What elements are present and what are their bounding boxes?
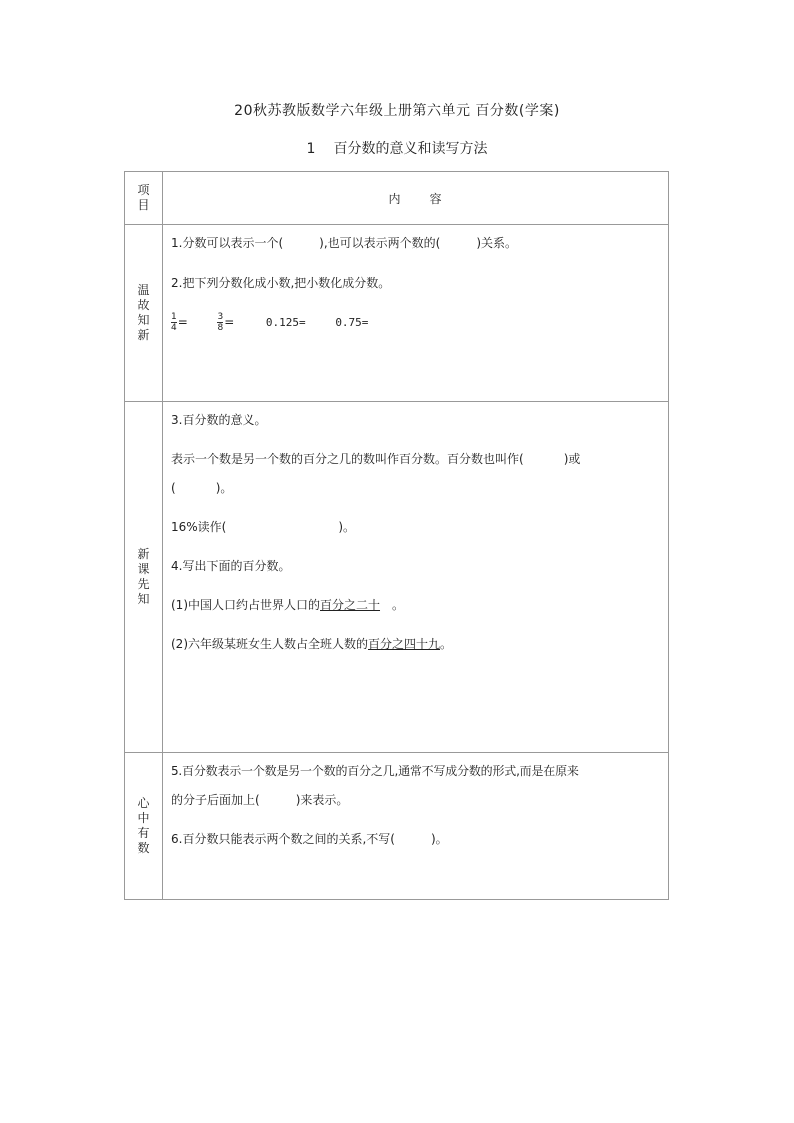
header-content-cell xyxy=(163,172,669,225)
document-title: 20秋苏教版数学六年级上册第六单元 百分数(学案) xyxy=(234,103,560,119)
fraction-numerator: 1 xyxy=(171,312,177,322)
section-preview-label-cell xyxy=(125,402,163,753)
item-1-end: 。 xyxy=(392,598,405,612)
header-content-char-1: 内 xyxy=(388,191,402,206)
percent-definition xyxy=(171,450,660,468)
equals-sign: = xyxy=(224,315,235,329)
question-6-end: )。 xyxy=(430,832,448,846)
section-review-row xyxy=(125,225,669,402)
fraction-denominator: 4 xyxy=(171,323,177,333)
worksheet-table xyxy=(124,171,669,900)
header-item-cell xyxy=(125,172,163,225)
question-3: 3.百分数的意义。 xyxy=(171,413,267,427)
question-5-cont-text: 的分子后面加上( xyxy=(171,793,260,807)
item-2-text: (2)六年级某班女生人数占全班人数的 xyxy=(171,637,368,651)
table-header-row xyxy=(125,172,669,225)
lesson-subtitle xyxy=(0,138,794,158)
definition-or: )或 xyxy=(563,452,581,466)
question-1-part-b: ),也可以表示两个数的( xyxy=(319,236,441,250)
section-preview-row xyxy=(125,402,669,753)
section-preview-label: 新课先知 xyxy=(137,547,150,606)
question-1 xyxy=(171,234,660,252)
decimal-0-75: 0.75= xyxy=(335,316,369,329)
header-item-label: 项目 xyxy=(137,183,150,212)
read-percent xyxy=(171,518,660,536)
conversion-row xyxy=(171,312,660,333)
read-percent-text: 16%读作( xyxy=(171,520,227,534)
section-summary-content xyxy=(163,753,669,900)
fraction-one-quarter xyxy=(171,312,177,333)
question-4: 4.写出下面的百分数。 xyxy=(171,559,291,573)
section-review-content xyxy=(163,225,669,402)
item-1-underlined: 百分之二十 xyxy=(320,598,381,612)
equals-sign: = xyxy=(177,315,188,329)
section-preview-content xyxy=(163,402,669,753)
section-summary-row xyxy=(125,753,669,900)
section-summary-label-cell xyxy=(125,753,163,900)
lesson-name: 百分数的意义和读写方法 xyxy=(333,141,488,157)
item-1-text: (1)中国人口约占世界人口的 xyxy=(171,598,320,612)
decimal-0-125: 0.125= xyxy=(265,316,306,329)
question-5: 5.百分数表示一个数是另一个数的百分之几,通常不写成分数的形式,而是在原来 xyxy=(171,764,579,778)
paren-open: ( xyxy=(171,481,176,495)
percent-definition-cont xyxy=(171,479,660,497)
question-4-item-2 xyxy=(171,635,660,653)
question-5-cont xyxy=(171,791,660,809)
lesson-number: 1 xyxy=(306,141,316,157)
question-2: 2.把下列分数化成小数,把小数化成分数。 xyxy=(171,276,391,290)
item-2-underlined: 百分之四十九 xyxy=(368,637,441,651)
question-5-cont-end: )来表示。 xyxy=(295,793,349,807)
question-6 xyxy=(171,830,660,848)
fraction-numerator: 3 xyxy=(217,312,224,322)
section-review-label-cell xyxy=(125,225,163,402)
question-4-item-1 xyxy=(171,596,660,614)
question-1-part-a: 1.分数可以表示一个( xyxy=(171,236,284,250)
paren-close: )。 xyxy=(215,481,233,495)
item-2-end: 。 xyxy=(440,637,453,651)
section-review-label: 温故知新 xyxy=(137,283,150,342)
fraction-denominator: 8 xyxy=(217,323,224,333)
definition-text: 表示一个数是另一个数的百分之几的数叫作百分数。百分数也叫作( xyxy=(171,452,524,466)
question-6-text: 6.百分数只能表示两个数之间的关系,不写( xyxy=(171,832,395,846)
header-content-char-2: 容 xyxy=(429,191,443,206)
fraction-three-eighths xyxy=(217,312,223,333)
question-1-part-c: )关系。 xyxy=(476,236,518,250)
paren-close: )。 xyxy=(338,520,356,534)
section-summary-label: 心中有数 xyxy=(137,796,150,855)
